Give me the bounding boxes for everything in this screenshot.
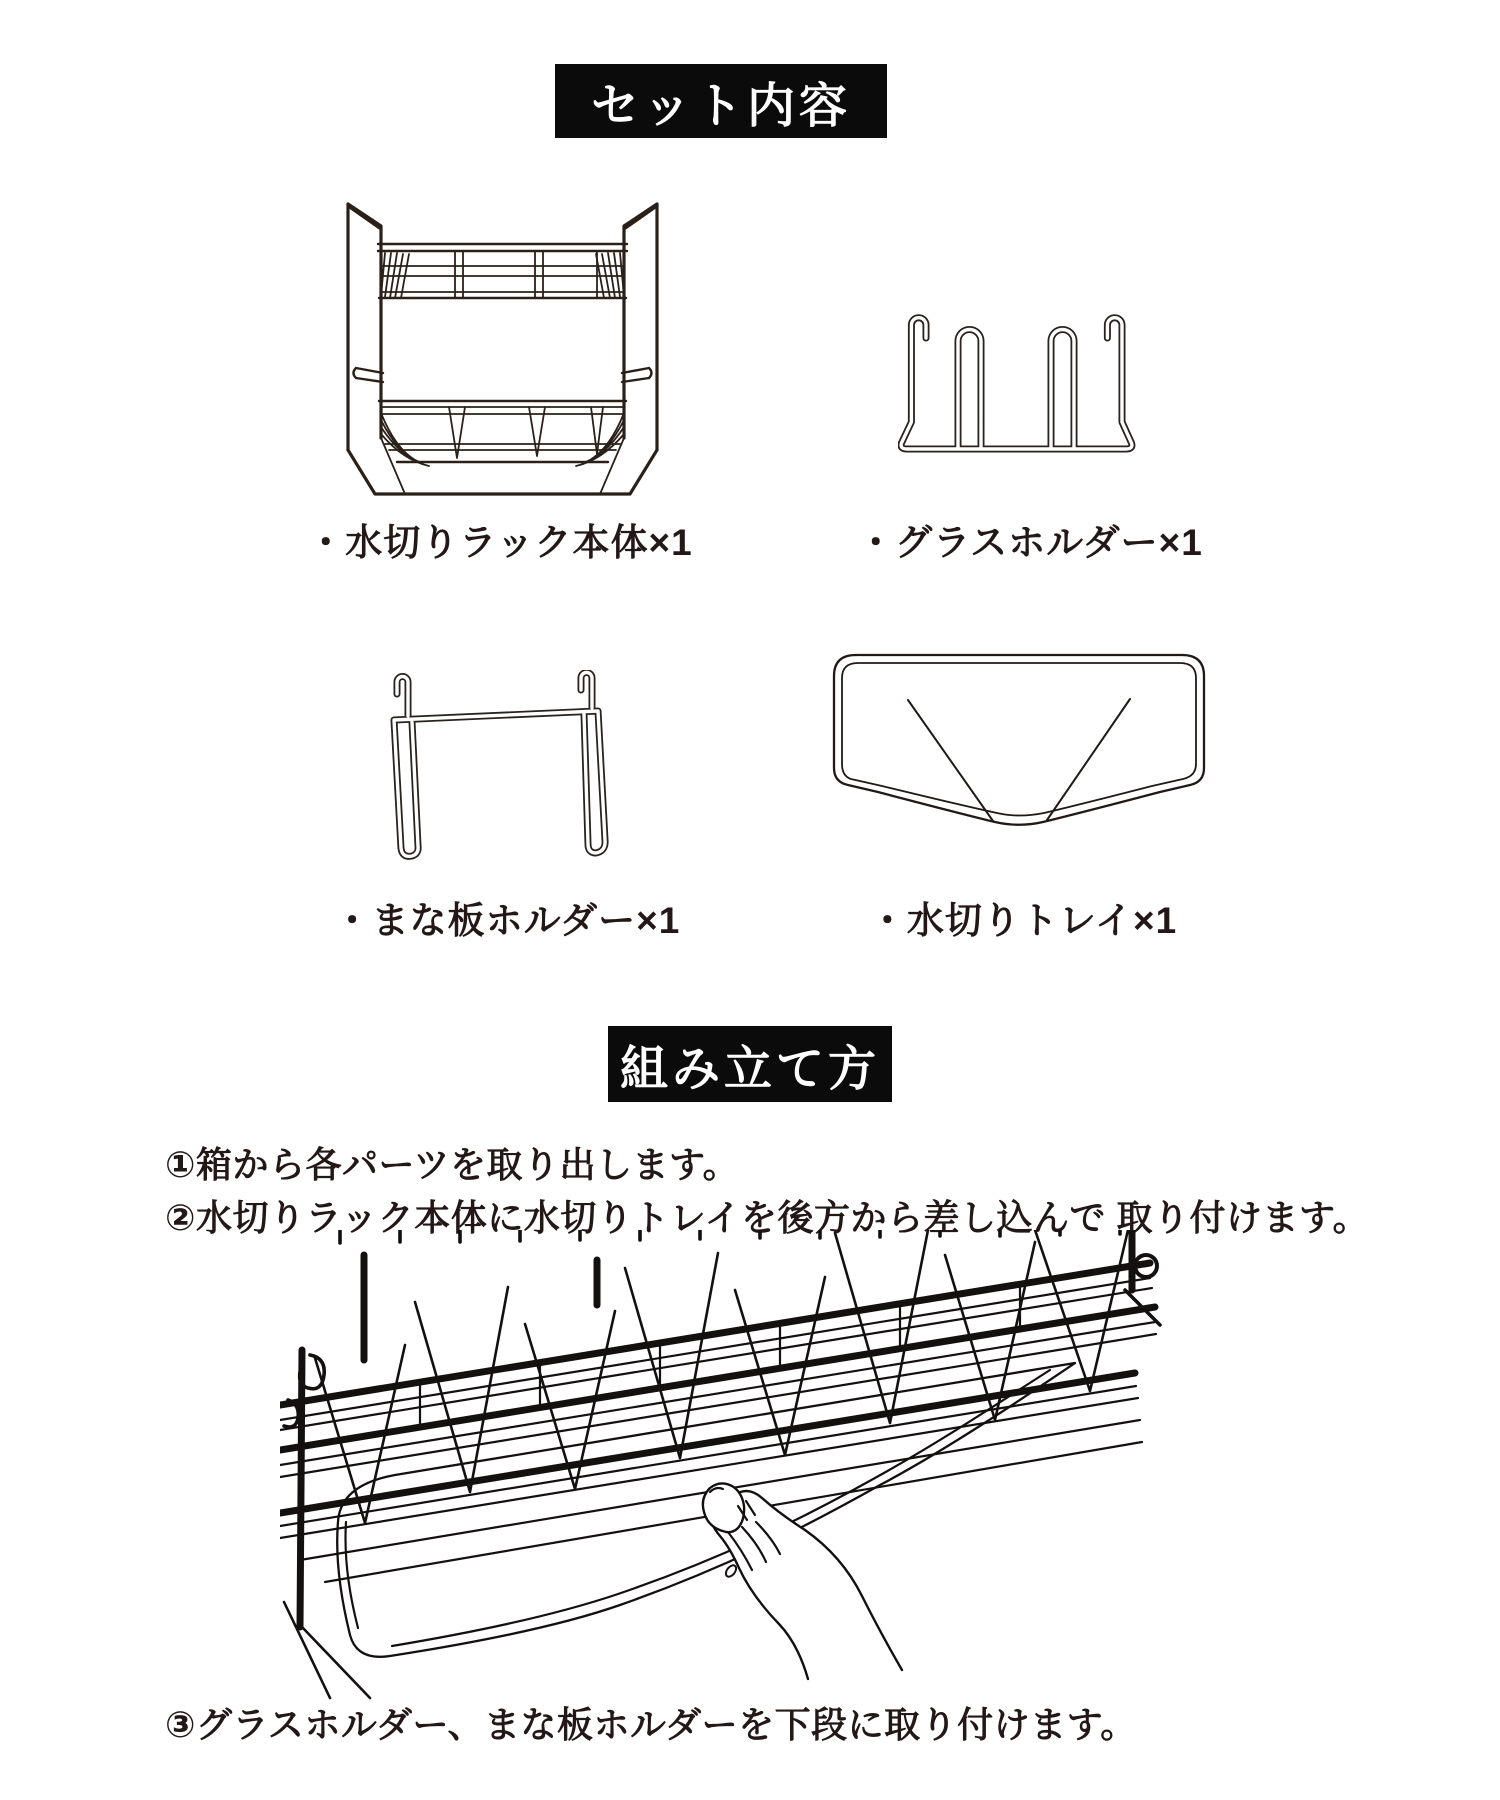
assembly-badge — [608, 1026, 892, 1102]
assembly-step-2: ②水切りラック本体に水切りトレイを後方から差し込んで 取り付けます。 — [165, 1197, 1370, 1238]
cutting-board-holder-illustration — [388, 670, 618, 870]
assembly-steps — [165, 1138, 1369, 1244]
assembly-step-1: ①箱から各パーツを取り出します。 — [165, 1144, 740, 1185]
assembly-title: 組み立て方 — [619, 1042, 880, 1096]
item-label-rack-body: ・水切りラック本体×1 — [307, 522, 693, 563]
item-label-cutting-board-holder: ・まな板ホルダー×1 — [333, 900, 681, 941]
set-contents-title: セット内容 — [590, 79, 851, 133]
set-contents-badge — [555, 64, 887, 138]
glass-holder-illustration — [898, 300, 1138, 480]
rack-body-illustration — [345, 198, 660, 504]
item-label-glass-holder: ・グラスホルダー×1 — [857, 522, 1203, 563]
assembly-step-3: ③グラスホルダー、まな板ホルダーを下段に取り付けます。 — [165, 1704, 1137, 1745]
item-label-drain-tray: ・水切りトレイ×1 — [868, 900, 1178, 941]
tray-insertion-illustration — [280, 1230, 1180, 1700]
drain-tray-illustration — [830, 652, 1210, 832]
